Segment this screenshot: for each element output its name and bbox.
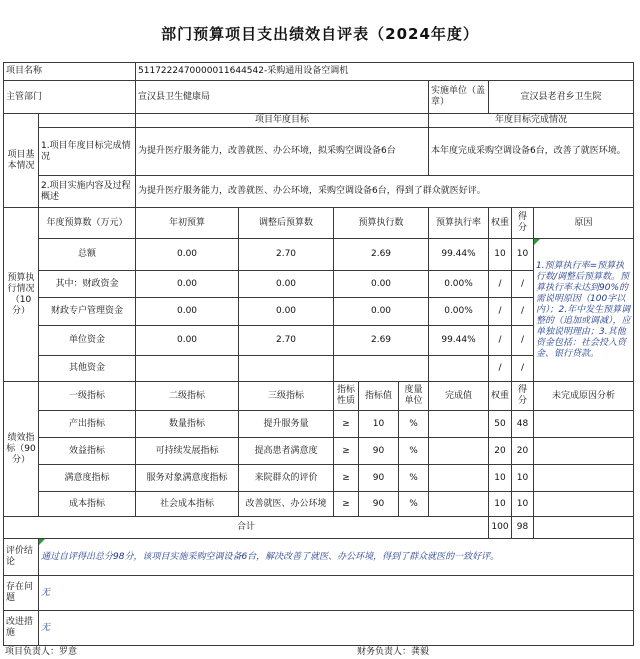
basic-row1-done: 本年度完成采购空调设备6台，改善了就医环境。 — [429, 128, 634, 176]
budget-row-weight: / — [489, 298, 512, 326]
perf-level2: 服务对象满意度指标 — [136, 465, 239, 492]
impl-unit-value: 宣汉县老君乡卫生院 — [489, 81, 634, 114]
perf-level1: 效益指标 — [39, 438, 136, 465]
budget-row-rate — [429, 356, 489, 382]
budget-row-rate: 0.00% — [429, 271, 489, 298]
perf-header-score: 得分 — [512, 382, 534, 411]
budget-row-weight: / — [489, 356, 512, 382]
perf-done — [429, 492, 489, 517]
improvements-label: 改进措施 — [4, 611, 39, 646]
budget-header-rate: 预算执行率 — [429, 208, 489, 239]
budget-row-rate: 99.44% — [429, 326, 489, 356]
budget-row-adjusted: 0.00 — [239, 298, 334, 326]
perf-value: 90 — [359, 465, 399, 492]
total-weight: 100 — [489, 517, 512, 539]
total-row — [4, 517, 634, 539]
perf-header-nature: 指标性质 — [334, 382, 359, 411]
perf-nature: ≥ — [334, 411, 359, 438]
perf-analysis — [534, 438, 634, 465]
perf-level1: 成本指标 — [39, 492, 136, 517]
annual-goal-header: 项目年度目标 — [136, 114, 429, 128]
budget-row-name: 总额 — [39, 239, 136, 271]
perf-header-weight: 权重 — [489, 382, 512, 411]
perf-weight: 20 — [489, 438, 512, 465]
perf-score: 48 — [512, 411, 534, 438]
dept-label: 主管部门 — [4, 81, 136, 114]
perf-unit: % — [399, 492, 429, 517]
perf-level1: 满意度指标 — [39, 465, 136, 492]
performance-row — [4, 465, 634, 492]
budget-row-adjusted: 2.70 — [239, 239, 334, 271]
perf-unit: % — [399, 465, 429, 492]
perf-level2: 数量指标 — [136, 411, 239, 438]
project-name-value: 5117222470000011644542-采购通用设备空调机 — [136, 63, 634, 81]
budget-row-score: / — [512, 356, 534, 382]
budget-row — [4, 239, 634, 271]
basic-row-2 — [4, 176, 634, 208]
budget-row-initial: 0.00 — [136, 326, 239, 356]
perf-level2: 可持续发展指标 — [136, 438, 239, 465]
perf-level3: 提升服务量 — [239, 411, 334, 438]
impl-unit-label: 实施单位（盖章） — [429, 81, 489, 114]
problems-label: 存在问题 — [4, 576, 39, 611]
perf-nature: ≥ — [334, 492, 359, 517]
perf-unit: % — [399, 411, 429, 438]
budget-header-item: 年度预算数（万元） — [39, 208, 136, 239]
budget-row-adjusted: 0.00 — [239, 271, 334, 298]
goal-completion-header: 年度目标完成情况 — [429, 114, 634, 128]
budget-row-executed: 0.00 — [334, 298, 429, 326]
basic-header-row — [4, 114, 634, 128]
perf-level3: 改善就医、办公环境 — [239, 492, 334, 517]
perf-level1: 产出指标 — [39, 411, 136, 438]
dept-value: 宣汉县卫生健康局 — [136, 81, 429, 114]
perf-done — [429, 411, 489, 438]
budget-row-initial: 0.00 — [136, 298, 239, 326]
budget-row-score: / — [512, 271, 534, 298]
perf-weight: 10 — [489, 465, 512, 492]
budget-row-adjusted — [239, 356, 334, 382]
basic-header-blank — [39, 114, 136, 128]
perf-level3: 提高患者满意度 — [239, 438, 334, 465]
budget-row-weight: / — [489, 271, 512, 298]
total-label: 合计 — [4, 517, 489, 539]
budget-header-executed: 预算执行数 — [334, 208, 429, 239]
perf-nature: ≥ — [334, 465, 359, 492]
budget-header-score: 得分 — [512, 208, 534, 239]
budget-row-rate: 0.00% — [429, 298, 489, 326]
form-title: 部门预算项目支出绩效自评表（2024年度） — [161, 25, 479, 43]
perf-header-unit: 度量单位 — [399, 382, 429, 411]
basic-section-label: 项目基本情况 — [4, 114, 39, 208]
basic-row1-goal: 为提升医疗服务能力，改善就医、办公环境，拟采购空调设备6台 — [136, 128, 429, 176]
perf-analysis — [534, 465, 634, 492]
budget-row-executed: 0.00 — [334, 271, 429, 298]
budget-row-initial: 0.00 — [136, 239, 239, 271]
conclusion-text: 通过自评得出总分98分，该项目实施采购空调设备6台，解决改善了就医、办公环境，得到了群众就医的一致好评。 — [39, 539, 634, 576]
budget-row-name: 单位资金 — [39, 326, 136, 356]
budget-row-executed: 2.69 — [334, 239, 429, 271]
performance-header-row — [4, 382, 634, 411]
budget-row-executed — [334, 356, 429, 382]
conclusion-label: 评价结论 — [4, 539, 39, 576]
performance-section-label: 绩效指标（90分） — [4, 382, 39, 517]
total-score: 98 — [512, 517, 534, 539]
budget-row-weight: / — [489, 326, 512, 356]
budget-header-initial: 年初预算 — [136, 208, 239, 239]
perf-header-level3: 三级指标 — [239, 382, 334, 411]
perf-level2: 社会成本指标 — [136, 492, 239, 517]
finance-leader: 财务负责人：龚毅 — [357, 647, 430, 657]
project-leader: 项目负责人：罗意 — [5, 647, 78, 657]
budget-row-score: 10 — [512, 239, 534, 271]
improvements-row — [4, 611, 634, 646]
performance-row — [4, 438, 634, 465]
budget-header-weight: 权重 — [489, 208, 512, 239]
perf-analysis — [534, 411, 634, 438]
perf-header-analysis: 未完成原因分析 — [534, 382, 634, 411]
budget-row-adjusted: 2.70 — [239, 326, 334, 356]
performance-row — [4, 492, 634, 517]
basic-row-1 — [4, 128, 634, 176]
budget-reason-note: 1.预算执行率=预算执行数/调整后预算数。预算执行率未达到90%的需说明原因（100字以内）；2.年中发生预算调整的（追加或调减），应单独说明理由；3.其他资金包括：社会投入资金、银行贷款。 — [534, 239, 634, 382]
budget-row-rate: 99.44% — [429, 239, 489, 271]
perf-weight: 10 — [489, 492, 512, 517]
perf-value: 90 — [359, 492, 399, 517]
problems-row — [4, 576, 634, 611]
budget-header-row — [4, 208, 634, 239]
budget-row-score: / — [512, 298, 534, 326]
performance-row — [4, 411, 634, 438]
evaluation-table — [3, 62, 634, 646]
perf-score: 10 — [512, 492, 534, 517]
improvements-text: 无 — [39, 611, 634, 646]
budget-row-score: / — [512, 326, 534, 356]
budget-row-name: 其他资金 — [39, 356, 136, 382]
perf-weight: 50 — [489, 411, 512, 438]
department-row — [4, 81, 634, 114]
perf-level3: 来院群众的评价 — [239, 465, 334, 492]
budget-row-name: 其中：财政资金 — [39, 271, 136, 298]
problems-text: 无 — [39, 576, 634, 611]
conclusion-row — [4, 539, 634, 576]
perf-unit: % — [399, 438, 429, 465]
budget-row-initial: 0.00 — [136, 271, 239, 298]
budget-header-reason: 原因 — [534, 208, 634, 239]
basic-row2-label: 2.项目实施内容及过程概述 — [39, 176, 136, 208]
basic-row2-text: 为提升医疗服务能力，改善就医、办公环境，采购空调设备6台，得到了群众就医好评。 — [136, 176, 634, 208]
perf-header-level2: 二级指标 — [136, 382, 239, 411]
budget-row-initial — [136, 356, 239, 382]
perf-score: 10 — [512, 465, 534, 492]
project-name-row — [4, 63, 634, 81]
perf-done — [429, 465, 489, 492]
budget-row-name: 财政专户管理资金 — [39, 298, 136, 326]
project-name-label: 项目名称 — [4, 63, 136, 81]
perf-header-level1: 一级指标 — [39, 382, 136, 411]
perf-done — [429, 438, 489, 465]
total-blank — [534, 517, 634, 539]
perf-nature: ≥ — [334, 438, 359, 465]
budget-header-adjusted: 调整后预算数 — [239, 208, 334, 239]
perf-value: 10 — [359, 411, 399, 438]
budget-row-executed: 2.69 — [334, 326, 429, 356]
perf-score: 20 — [512, 438, 534, 465]
budget-section-label: 预算执行情况（10分） — [4, 208, 39, 382]
budget-row-weight: 10 — [489, 239, 512, 271]
perf-analysis — [534, 492, 634, 517]
perf-value: 90 — [359, 438, 399, 465]
perf-header-value: 指标值 — [359, 382, 399, 411]
perf-header-done: 完成值 — [429, 382, 489, 411]
basic-row1-label: 1.项目年度目标完成情况 — [39, 128, 136, 176]
